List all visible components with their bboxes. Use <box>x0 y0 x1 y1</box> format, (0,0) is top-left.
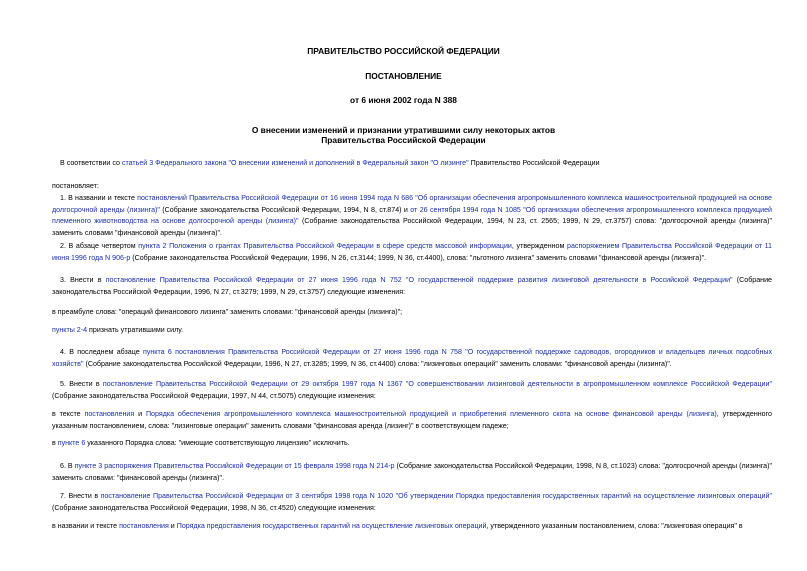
paragraph-5a: в тексте постановления и Порядка обеспечения агропромышленного комплекса машиностроительной продукцией и приобретения племенного скота на основе финансовой аренды (лизинга), утвержденного указанным постановлением, слова: "лизинговые операции" заменить словами "финансовая аренда (лизинг)" в соответствующем падеже; <box>52 410 772 430</box>
intro-paragraph: В соответствии со статьей 3 Федерального закона "О внесении изменений и дополнений в Федеральный закон "О лизинге" Правительство Российской Федерации <box>60 159 600 167</box>
grants-regulation-link[interactable]: пункта 2 Положения о грантах Правительства Российской Федерации в сфере средств массовой информации <box>138 242 512 250</box>
paragraph-3: 3. Внести в постановление Правительства Российской Федерации от 27 июня 1996 года N 752 "О государственной поддержке развития лизинговой деятельности в Российской Федерации" (Собрание законодательства Российской Федерации, 1996, N 27, ст.3279; 1999, N 29, ст.3757) следующие изменения: <box>52 276 773 296</box>
paragraph-5b: в пункте 6 указанного Порядка слова: "имеющие соответствующую лицензию" исключить. <box>52 439 350 447</box>
resolution-1367-link[interactable]: постановление Правительства Российской Федерации от 29 октября 1997 года N 1367 "О совершенствовании лизинговой деятельности в агропромышленном комплексе Российской Федерации" <box>102 380 772 388</box>
resolution-752-link[interactable]: постановление Правительства Российской Федерации от 27 июня 1996 года N 752 "О государственной поддержке развития лизинговой деятельности в Российской Федерации" <box>105 276 733 284</box>
law-link[interactable]: статьей 3 Федерального закона "О внесении изменений и дополнений в Федеральный закон "О лизинге" <box>121 159 469 167</box>
points-2-4-link[interactable]: пункты 2-4 <box>52 326 88 334</box>
order-906r-link[interactable]: распоряжением Правительства Российской Федерации от 11 июня 1996 года N 906-р <box>52 242 773 262</box>
paragraph-3a: в преамбуле слова: "операций финансового лизинга" заменить словами: "финансовой аренды (лизинга)"; <box>52 308 403 316</box>
paragraph-7: 7. Внести в постановление Правительства Российской Федерации от 3 сентября 1998 года N 1020 "Об утверждении Порядка предоставления государственных гарантий на осуществление лизинговых операций" (Собрание законодательства Российской Федерации, 1998, N 36, ст.4520) следующие изменения: <box>52 492 772 512</box>
document-title-line-2: Правительства Российской Федерации <box>321 135 486 145</box>
paragraph-2: 2. В абзаце четвертом пункта 2 Положения о грантах Правительства Российской Федерации в сфере средств массовой информации, утвержденном распоряжением Правительства Российской Федерации от 11 июня 1996 года N 906-р (Собрание законодательства Российской Федерации, 1996, N 26, ст.3144; 1999, N 36, ст.4400), слова: "льготного лизинга" заменить словами "финансовой аренды (лизинга)". <box>52 242 773 262</box>
paragraph-7a: в названии и тексте постановления и Порядка предоставления государственных гарантий на осуществление лизинговых операций, утвержденного указанным постановлением, слова: "лизинговая операция" в <box>52 522 743 530</box>
paragraph-6: 6. В пункте 3 распоряжения Правительства Российской Федерации от 15 февраля 1998 года N 214-р (Собрание законодательства Российской Федерации, 1998, N 8, ст.1023) слова: "долгосрочной аренды (лизинга)" заменить словами: "финансовой аренды (лизинга)". <box>52 462 772 482</box>
paragraph-5: 5. Внести в постановление Правительства Российской Федерации от 29 октября 1997 года N 1367 "О совершенствовании лизинговой деятельности в агропромышленном комплексе Российской Федерации" (Собрание законодательства Российской Федерации, 1997, N 44, ст.5075) следующие изменения: <box>52 380 772 400</box>
paragraph-4: 4. В последнем абзаце пункта 6 постановления Правительства Российской Федерации от 27 июня 1996 года N 758 "О государственной поддержке садоводов, огородников и владельцев личных подсобных хозяйств" (Собрание законодательства Российской Федерации, 1996, N 27, ст.3285; 1999, N 36, ст.4400) слова: "лизинговых операций" заменить словами: "финансовой аренды (лизинга)". <box>52 348 773 368</box>
resolves-text: постановляет: <box>52 182 99 190</box>
resolution-1020-link[interactable]: постановление Правительства Российской Федерации от 3 сентября 1998 года N 1020 "Об утверждении Порядка предоставления государственных гарантий на осуществление лизинговых операций" <box>100 492 772 500</box>
order-214r-link[interactable]: пункте 3 распоряжения Правительства Российской Федерации от 15 февраля 1998 года N 214-р <box>74 462 395 470</box>
point-6-link[interactable]: пункте 6 <box>57 439 86 447</box>
resolution-758-link[interactable]: пункта 6 постановления Правительства Российской Федерации от 27 июня 1996 года N 758 "О государственной поддержке садоводов, огородников и владельцев личных подсобных хозяйств" <box>52 348 773 368</box>
resolution-1085-link[interactable]: от 26 сентября 1994 года N 1085 "Об организации обеспечения агропромышленного комплекса продукцией племенного животноводства на основе долгосрочной аренды (лизинга)" <box>52 205 772 226</box>
resolution-link-2[interactable]: постановления <box>119 522 169 530</box>
paragraph-3b: пункты 2-4 признать утратившими силу. <box>52 326 184 334</box>
resolution-686-link[interactable]: постановлений Правительства Российской Федерации от 16 июня 1994 года N 686 "Об организации обеспечения агропромышленного комплекса машиностроительной продукцией на основе долгосрочной аренды (лизинга)" <box>52 194 772 214</box>
document-title-line-1: О внесении изменений и признании утратившими силу некоторых актов <box>251 125 556 135</box>
document-date-heading: от 6 июня 2002 года N 388 <box>350 95 457 105</box>
procedure-link[interactable]: Порядка обеспечения агропромышленного комплекса машиностроительной продукцией и приобретения племенного скота на основе финансовой аренды (лизинга) <box>145 410 717 418</box>
paragraph-1: 1. В названии и тексте постановлений Правительства Российской Федерации от 16 июня 1994 года N 686 "Об организации обеспечения агропромышленного комплекса машиностроительной продукцией на основе долгосрочной аренды (лизинга)" (Собрание законодательства Российской Федерации, 1994, N 8, ст.874) и от 26 сентября 1994 года N 1085 "Об организации обеспечения агропромышленного комплекса продукцией племенного животноводства на основе долгосрочной аренды (лизинга)" (Собрание законодательства Российской Федерации, 1994, N 23, ст. 2565; 1999, N 29, ст.3757) слова: "долгосрочной аренды (лизинга)" заменить словами "финансовой аренды (лизинга)". <box>52 194 772 237</box>
resolution-link[interactable]: постановления <box>84 410 135 418</box>
guarantees-procedure-link[interactable]: Порядка предоставления государственных гарантий на осуществление лизинговых операций <box>176 522 487 530</box>
document-type-heading: ПОСТАНОВЛЕНИЕ <box>365 71 442 81</box>
issuer-heading: ПРАВИТЕЛЬСТВО РОССИЙСКОЙ ФЕДЕРАЦИИ <box>307 46 500 56</box>
